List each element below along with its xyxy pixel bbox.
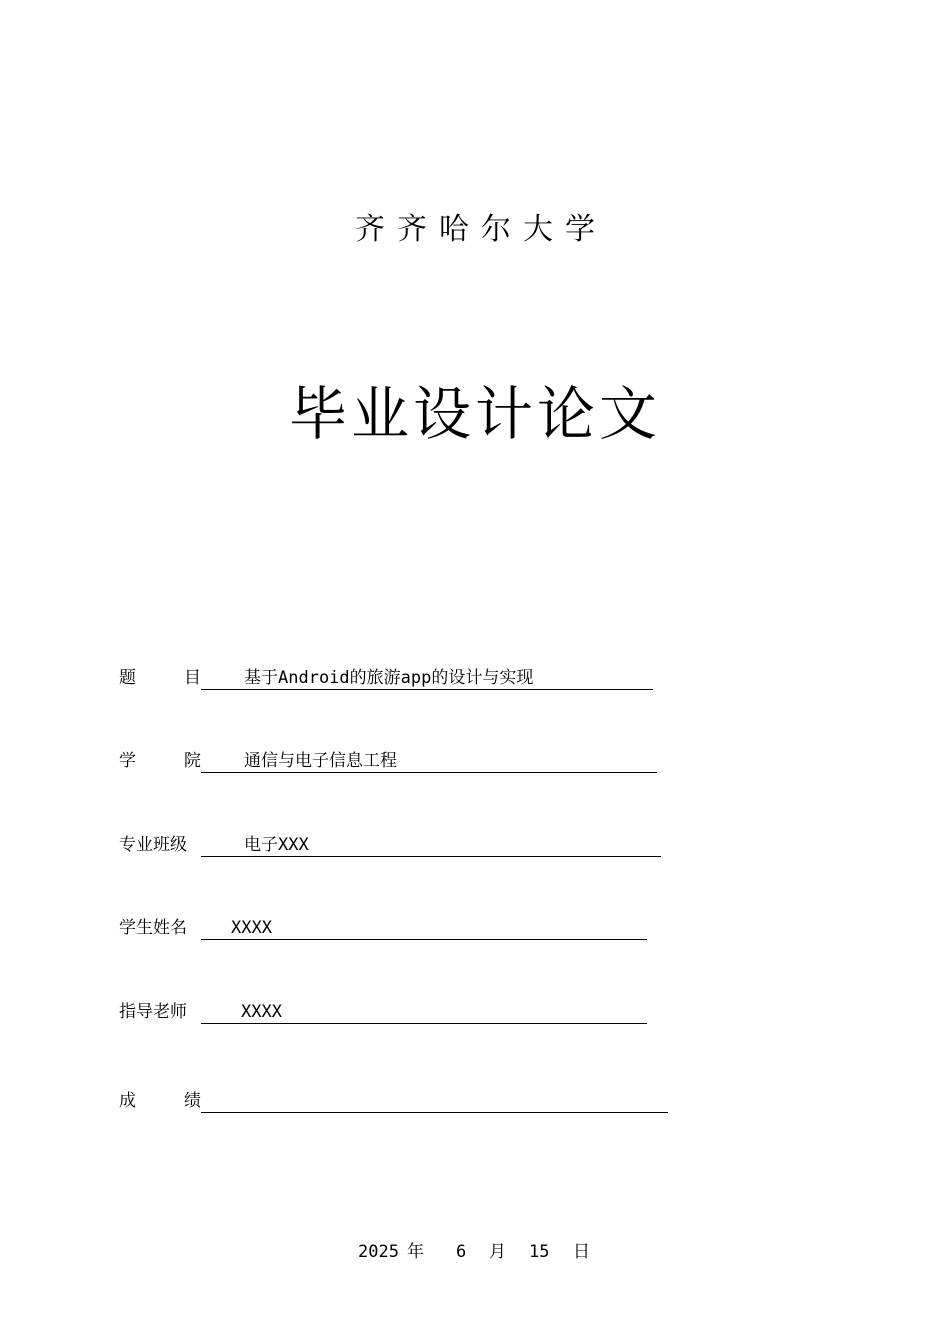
field-grade-label — [119, 1090, 201, 1112]
field-grade-label-char1: 成 — [119, 1091, 136, 1111]
date-day-unit: 日 — [573, 1242, 590, 1262]
field-topic-label-char1: 题 — [119, 668, 136, 688]
field-topic-value: 基于Android的旅游app的设计与实现 — [244, 668, 534, 688]
field-college-label — [119, 750, 201, 772]
field-college-label-char1: 学 — [119, 751, 136, 771]
field-advisor-label: 指导老师 — [119, 1002, 187, 1022]
date-month: 6 — [456, 1242, 467, 1262]
field-grade-label-char2: 绩 — [184, 1091, 201, 1111]
field-topic-label — [119, 667, 201, 689]
date-year: 2025 — [358, 1242, 399, 1262]
document-title: 毕业设计论文 — [288, 380, 661, 448]
field-topic-label-char2: 目 — [184, 668, 201, 688]
university-name: 齐齐哈尔大学 — [355, 212, 607, 247]
field-grade-underline — [201, 1090, 668, 1113]
date-year-unit: 年 — [407, 1242, 424, 1262]
field-major-class-value: 电子XXX — [244, 835, 309, 855]
field-student-name-value: XXXX — [231, 918, 272, 938]
field-advisor-value: XXXX — [241, 1002, 282, 1022]
field-college-label-char2: 院 — [184, 751, 201, 771]
date-month-unit: 月 — [489, 1242, 506, 1262]
field-major-class-label: 专业班级 — [119, 835, 187, 855]
field-college-value: 通信与电子信息工程 — [244, 751, 397, 771]
date-day: 15 — [529, 1242, 550, 1262]
field-student-name-label: 学生姓名 — [119, 918, 187, 938]
